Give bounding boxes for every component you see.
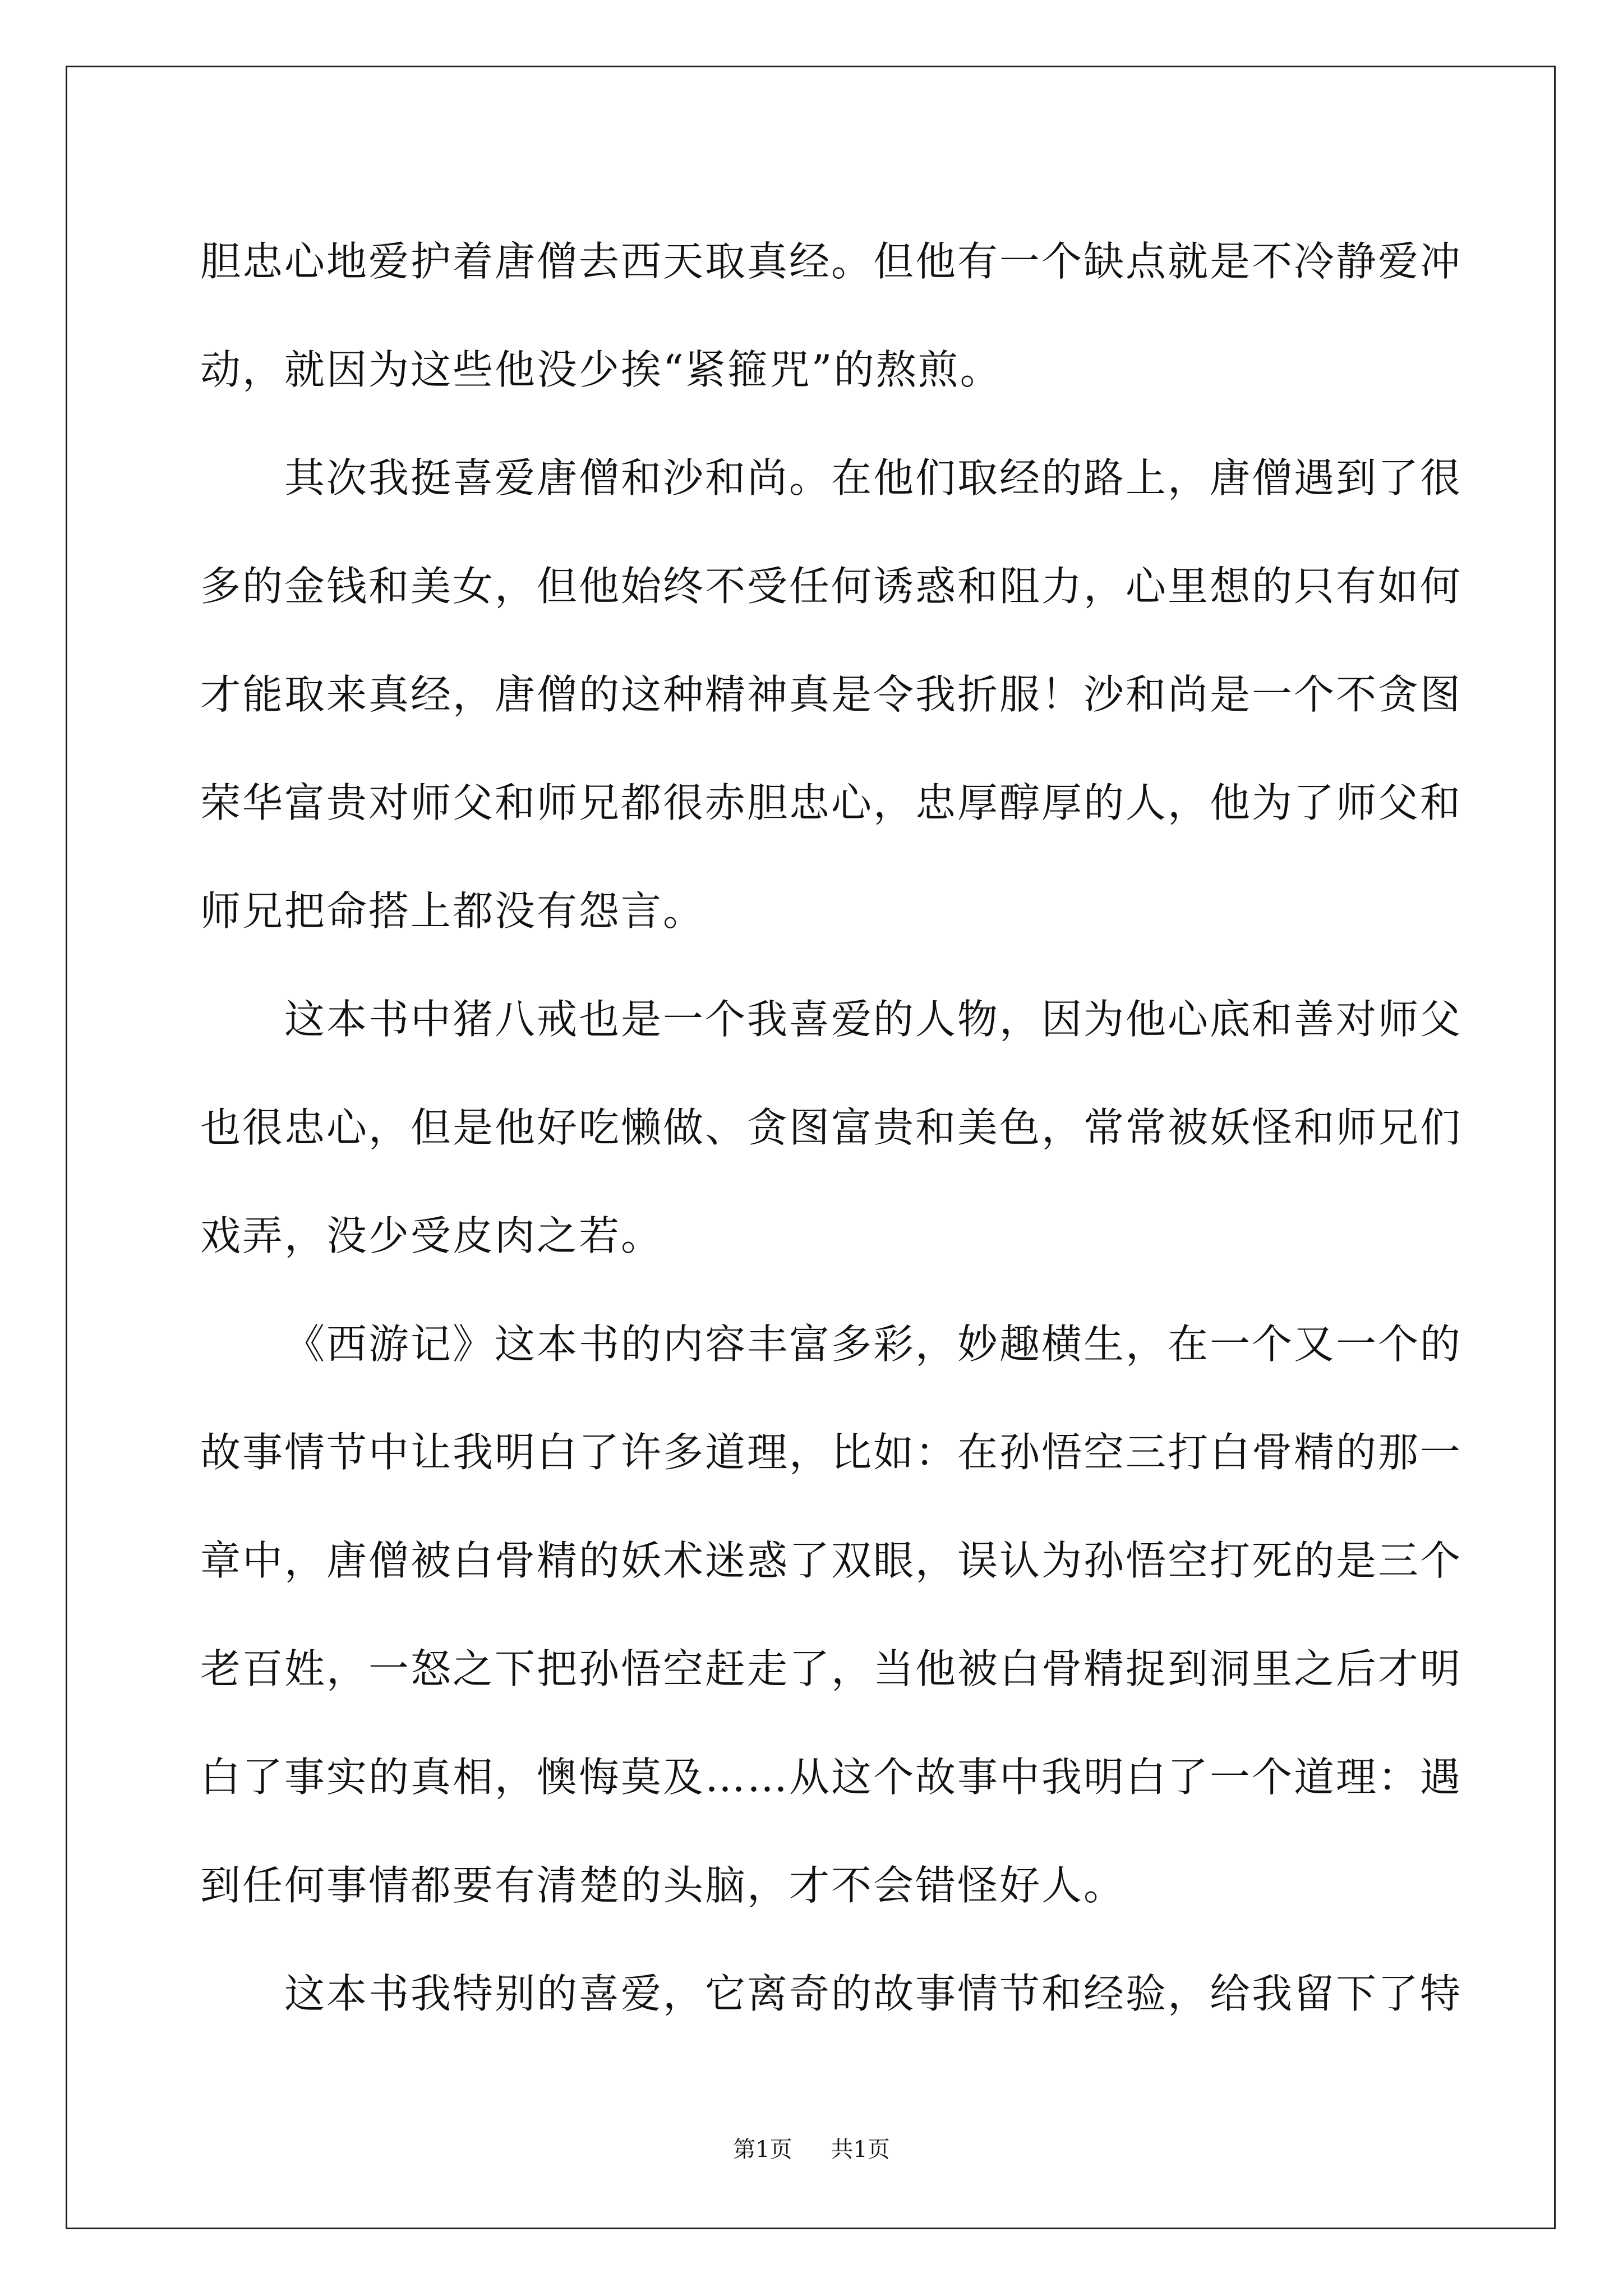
page-total: 共1页 [831,2137,890,2162]
text-line: 师兄把命搭上都没有怨言。 [200,887,706,935]
text-line: 荣华富贵对师父和师兄都很赤胆忠心，忠厚醇厚的人，他为了师父和 [200,779,1463,826]
text-line: 老百姓，一怒之下把孙悟空赶走了，当他被白骨精捉到洞里之后才明 [200,1645,1463,1692]
paragraph-start-line: 这本书中猪八戒也是一个我喜爱的人物，因为他心底和善对师父 [284,996,1463,1043]
page-number: 第1页 [733,2137,792,2162]
text-line: 才能取来真经，唐僧的这种精神真是令我折服！沙和尚是一个不贪图 [200,671,1463,718]
text-line: 章中，唐僧被白骨精的妖术迷惑了双眼，误认为孙悟空打死的是三个 [200,1537,1463,1584]
paragraph-start-line: 《西游记》这本书的内容丰富多彩，妙趣横生，在一个又一个的 [284,1320,1463,1368]
text-line: 动，就因为这些他没少挨“紧箍咒”的熬煎。 [200,346,1002,393]
paragraph-start-line: 其次我挺喜爱唐僧和沙和尚。在他们取经的路上，唐僧遇到了很 [284,454,1463,501]
page-footer [0,2133,1623,2166]
document-body [200,208,1463,2048]
text-line: 戏弄，没少受皮肉之若。 [200,1212,663,1259]
text-line: 胆忠心地爱护着唐僧去西天取真经。但他有一个缺点就是不冷静爱冲 [200,238,1463,285]
text-line: 也很忠心，但是他好吃懒做、贪图富贵和美色，常常被妖怪和师兄们 [200,1104,1463,1151]
text-line: 到任何事情都要有清楚的头脑，才不会错怪好人。 [200,1862,1126,1909]
text-line: 多的金钱和美女，但他始终不受任何诱惑和阻力，心里想的只有如何 [200,563,1463,610]
paragraph-start-line: 这本书我特别的喜爱，它离奇的故事情节和经验，给我留下了特 [284,1970,1463,2017]
text-line: 白了事实的真相，懊悔莫及……从这个故事中我明白了一个道理：遇 [200,1754,1463,1801]
text-line: 故事情节中让我明白了许多道理，比如：在孙悟空三打白骨精的那一 [200,1429,1463,1476]
